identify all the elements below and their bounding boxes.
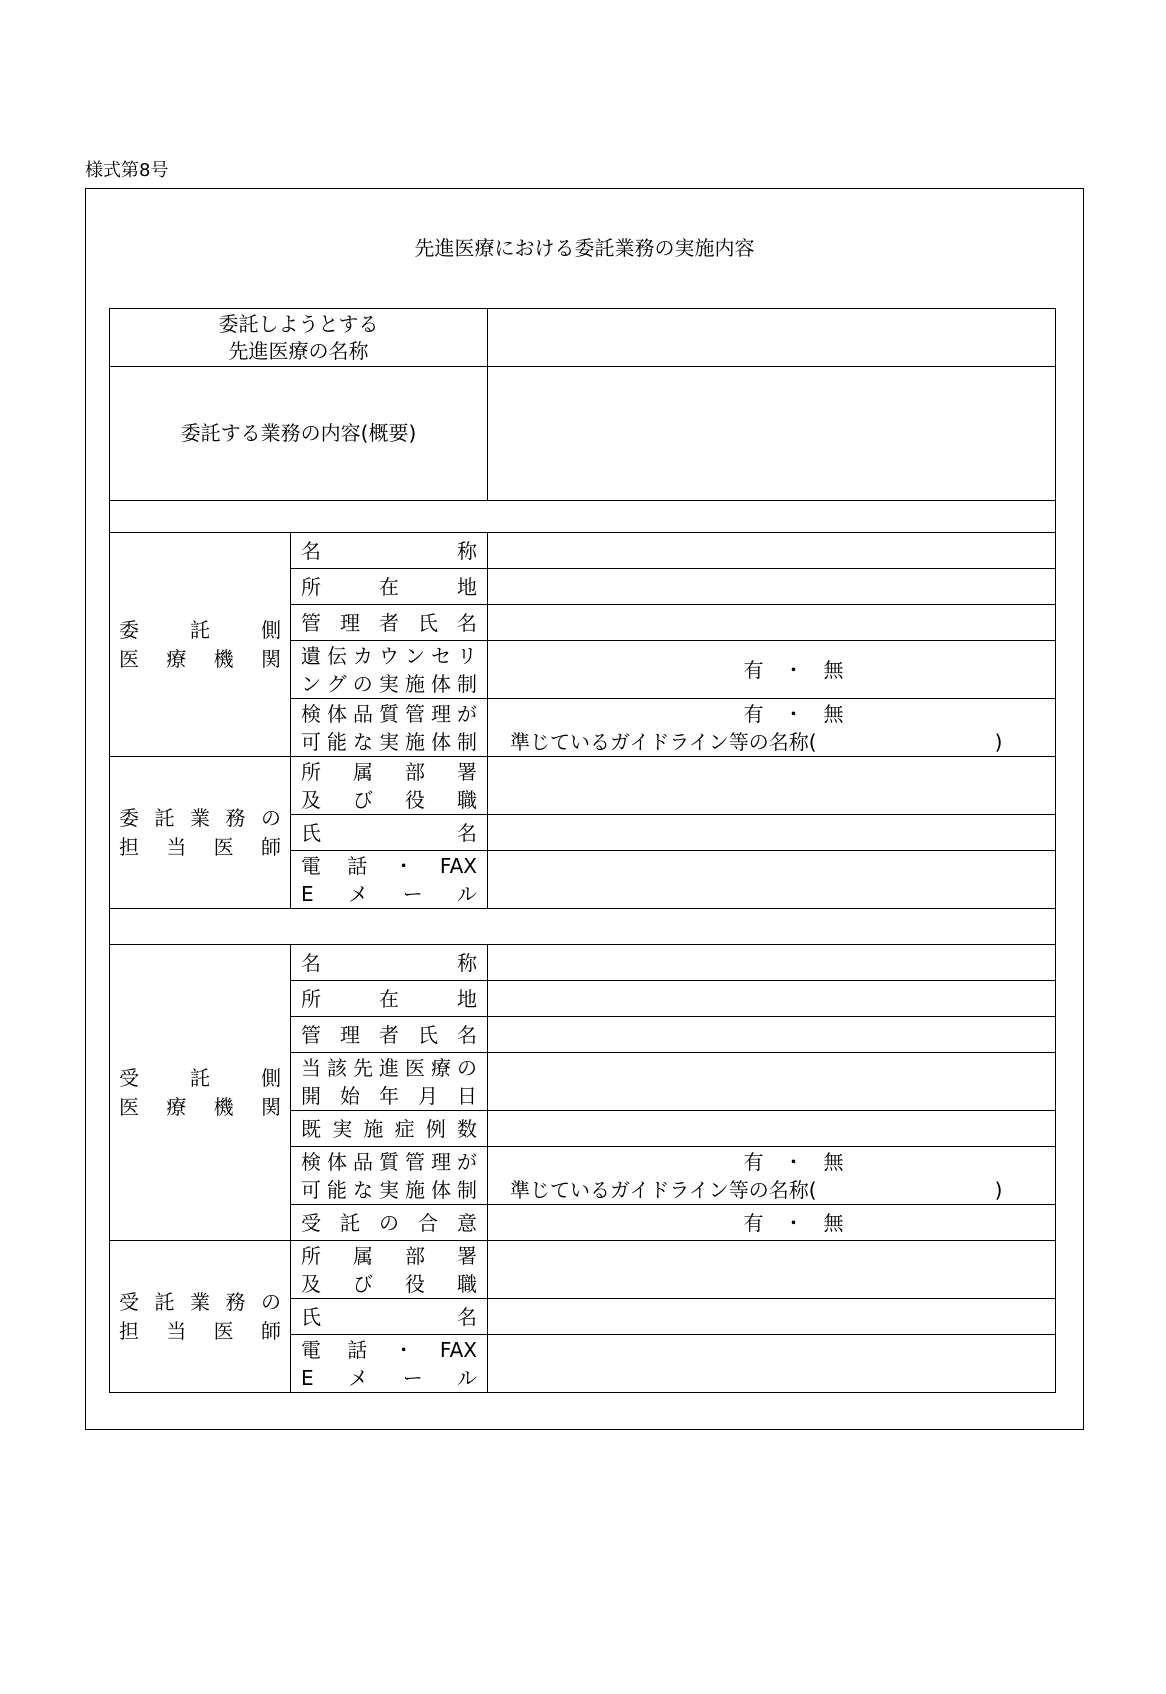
form-table (109, 308, 1056, 1393)
accepting-name-label: 名称 (301, 950, 477, 975)
guideline-name-field: 準じているガイドライン等の名称( ) (510, 729, 1003, 754)
consigning-manager-label: 管理者氏名 (301, 610, 477, 635)
spacer-row (110, 501, 1056, 533)
accepting-manager-field[interactable] (488, 1017, 1056, 1053)
consigning-institution-label: 委託側 医療機関 (110, 533, 291, 757)
accepting-name-field[interactable] (488, 945, 1056, 981)
consigning-name-field[interactable] (488, 533, 1056, 569)
accepting-qc-field[interactable]: 有 ・ 無 準じているガイドライン等の名称( ) (488, 1147, 1056, 1205)
consigning-doctor-label: 委託業務の 担当医師 (110, 757, 291, 909)
accepting-institution-label: 受託側 医療機関 (110, 945, 291, 1241)
consigning-location-label: 所在地 (301, 574, 477, 599)
table-row (110, 367, 1056, 501)
accepting-location-field[interactable] (488, 981, 1056, 1017)
consigning-qc-label: 検体品質管理が 可能な実施体制 (291, 699, 488, 757)
consent-label: 受託の合意 (301, 1210, 477, 1235)
accepting-doctor-label: 受託業務の 担当医師 (110, 1241, 291, 1393)
consigning-manager-field[interactable] (488, 605, 1056, 641)
start-date-field[interactable] (488, 1053, 1056, 1111)
treatment-name-field[interactable] (488, 309, 1056, 367)
guideline-name-field: 準じているガイドライン等の名称( ) (510, 1177, 1003, 1202)
form-number: 様式第8号 (85, 160, 169, 181)
accepting-dept-field[interactable] (488, 1241, 1056, 1299)
task-content-field[interactable] (488, 367, 1056, 501)
start-date-label: 当該先進医療の 開始年月日 (291, 1053, 488, 1111)
task-content-label: 委託する業務の内容(概要) (110, 367, 488, 501)
consigning-name-label: 名称 (301, 538, 477, 563)
accepting-qc-label: 検体品質管理が 可能な実施体制 (291, 1147, 488, 1205)
page-title: 先進医療における委託業務の実施内容 (414, 236, 755, 260)
accepting-location-label: 所在地 (301, 986, 477, 1011)
consigning-contact-label: 電話・FAX Eメール (291, 851, 488, 909)
table-row (110, 1241, 1056, 1299)
table-row (110, 309, 1056, 367)
treatment-name-label: 委託しようとする 先進医療の名称 (110, 309, 488, 367)
table-row (110, 945, 1056, 981)
consigning-dept-label: 所属部署 及び役職 (291, 757, 488, 815)
accepting-dept-label: 所属部署 及び役職 (291, 1241, 488, 1299)
genetic-counseling-label: 遺伝カウンセリ ングの実施体制 (291, 641, 488, 699)
consent-yes-no[interactable]: 有 ・ 無 (488, 1205, 1056, 1241)
table-row (110, 757, 1056, 815)
case-count-label: 既実施症例数 (301, 1116, 477, 1141)
accepting-manager-label: 管理者氏名 (301, 1022, 477, 1047)
accepting-doctor-name-field[interactable] (488, 1299, 1056, 1335)
accepting-doctor-name-label: 氏名 (301, 1304, 477, 1329)
table-row (110, 533, 1056, 569)
consigning-dept-field[interactable] (488, 757, 1056, 815)
spacer-row (110, 909, 1056, 945)
consigning-contact-field[interactable] (488, 851, 1056, 909)
accepting-contact-label: 電話・FAX Eメール (291, 1335, 488, 1393)
accepting-contact-field[interactable] (488, 1335, 1056, 1393)
consigning-location-field[interactable] (488, 569, 1056, 605)
consigning-qc-field[interactable]: 有 ・ 無 準じているガイドライン等の名称( ) (488, 699, 1056, 757)
consigning-doctor-name-field[interactable] (488, 815, 1056, 851)
form-frame (85, 188, 1084, 1430)
case-count-field[interactable] (488, 1111, 1056, 1147)
genetic-counseling-yes-no[interactable]: 有 ・ 無 (488, 641, 1056, 699)
consigning-doctor-name-label: 氏名 (301, 820, 477, 845)
